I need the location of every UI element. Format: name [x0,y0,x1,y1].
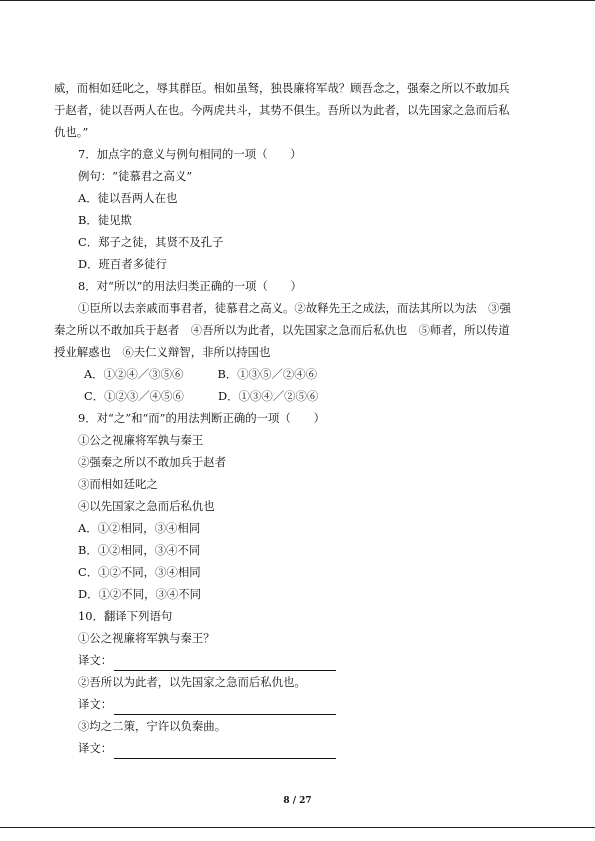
answer-line-3 [54,737,542,759]
question-9-option-b: B．①②相同，③④不同 [78,543,201,557]
question-10-sentence-1: ①公之视廉将军孰与秦王？ [78,631,215,645]
answer-blank[interactable] [114,744,336,759]
answer-blank[interactable] [114,700,336,715]
passage-line: 于赵者，徒以吾两人在也。今两虎共斗，其势不俱生。吾所以为此者，以先国家之急而后私 [54,103,510,117]
document-body [54,77,542,759]
question-8-stem: 8．对“所以”的用法归类正确的一项（ ） [78,279,302,293]
question-9-option-d: D．①②不同，③④不同 [78,587,202,601]
answer-line-1 [54,649,542,671]
question-10-sentence-2: ②吾所以为此者，以先国家之急而后私仇也。 [78,675,306,689]
question-8-options-row: C．①②③／④⑤⑥ D．①③④／②⑤⑥ [84,389,319,403]
question-7-option-c: C．郑子之徒，其贤不及孔子 [78,235,224,249]
question-9-option-a: A．①②相同，③④相同 [78,521,201,535]
answer-blank[interactable] [114,656,336,671]
question-7-option-d: D．班百者多徒行 [78,257,167,271]
question-8-body: ①臣所以去亲戚而事君者，徒慕君之高义。②故释先王之成法，而法其所以为法 ③强 [78,301,511,315]
question-7-stem: 7．加点字的意义与例句相同的一项（ ） [78,147,302,161]
question-9-item: ②强秦之所以不敢加兵于赵者 [78,455,227,469]
answer-label: 译文： [78,697,113,711]
header-rule [0,0,595,1]
question-7-option-b: B．徒见欺 [78,213,132,227]
question-10-stem: 10．翻译下列语句 [78,609,173,623]
question-9-item: ①公之视廉将军孰与秦王 [78,433,204,447]
answer-label: 译文： [78,653,113,667]
question-8-body: 授业解惑也 ⑥夫仁义辩智，非所以持国也 [54,345,271,359]
answer-label: 译文： [78,741,113,755]
passage-line: 威，而相如廷叱之，辱其群臣。相如虽驽，独畏廉将军哉？顾吾念之，强秦之所以不敢加兵 [54,81,510,95]
question-8-body: 秦之所以不敢加兵于赵者 ④吾所以为此者，以先国家之急而后私仇也 ⑤师者，所以传道 [54,323,510,337]
footer-rule [0,827,595,828]
passage-line: 仇也。” [54,125,89,139]
question-9-option-c: C．①②不同，③④相同 [78,565,201,579]
question-7-example: 例句：“徒慕君之高义” [78,169,193,183]
question-9-item: ③而相如廷叱之 [78,477,158,491]
question-10-sentence-3: ③均之二策，宁许以负秦曲。 [78,719,227,733]
question-7-option-a: A．徒以吾两人在也 [78,191,178,205]
answer-line-2 [54,693,542,715]
question-9-item: ④以先国家之急而后私仇也 [78,499,215,513]
question-8-options-row: A．①②④／③⑤⑥ B．①③⑤／②④⑥ [84,367,318,381]
question-9-stem: 9．对“之”和“而”的用法判断正确的一项（ ） [78,411,325,425]
page-number: 8 / 27 [283,796,312,806]
